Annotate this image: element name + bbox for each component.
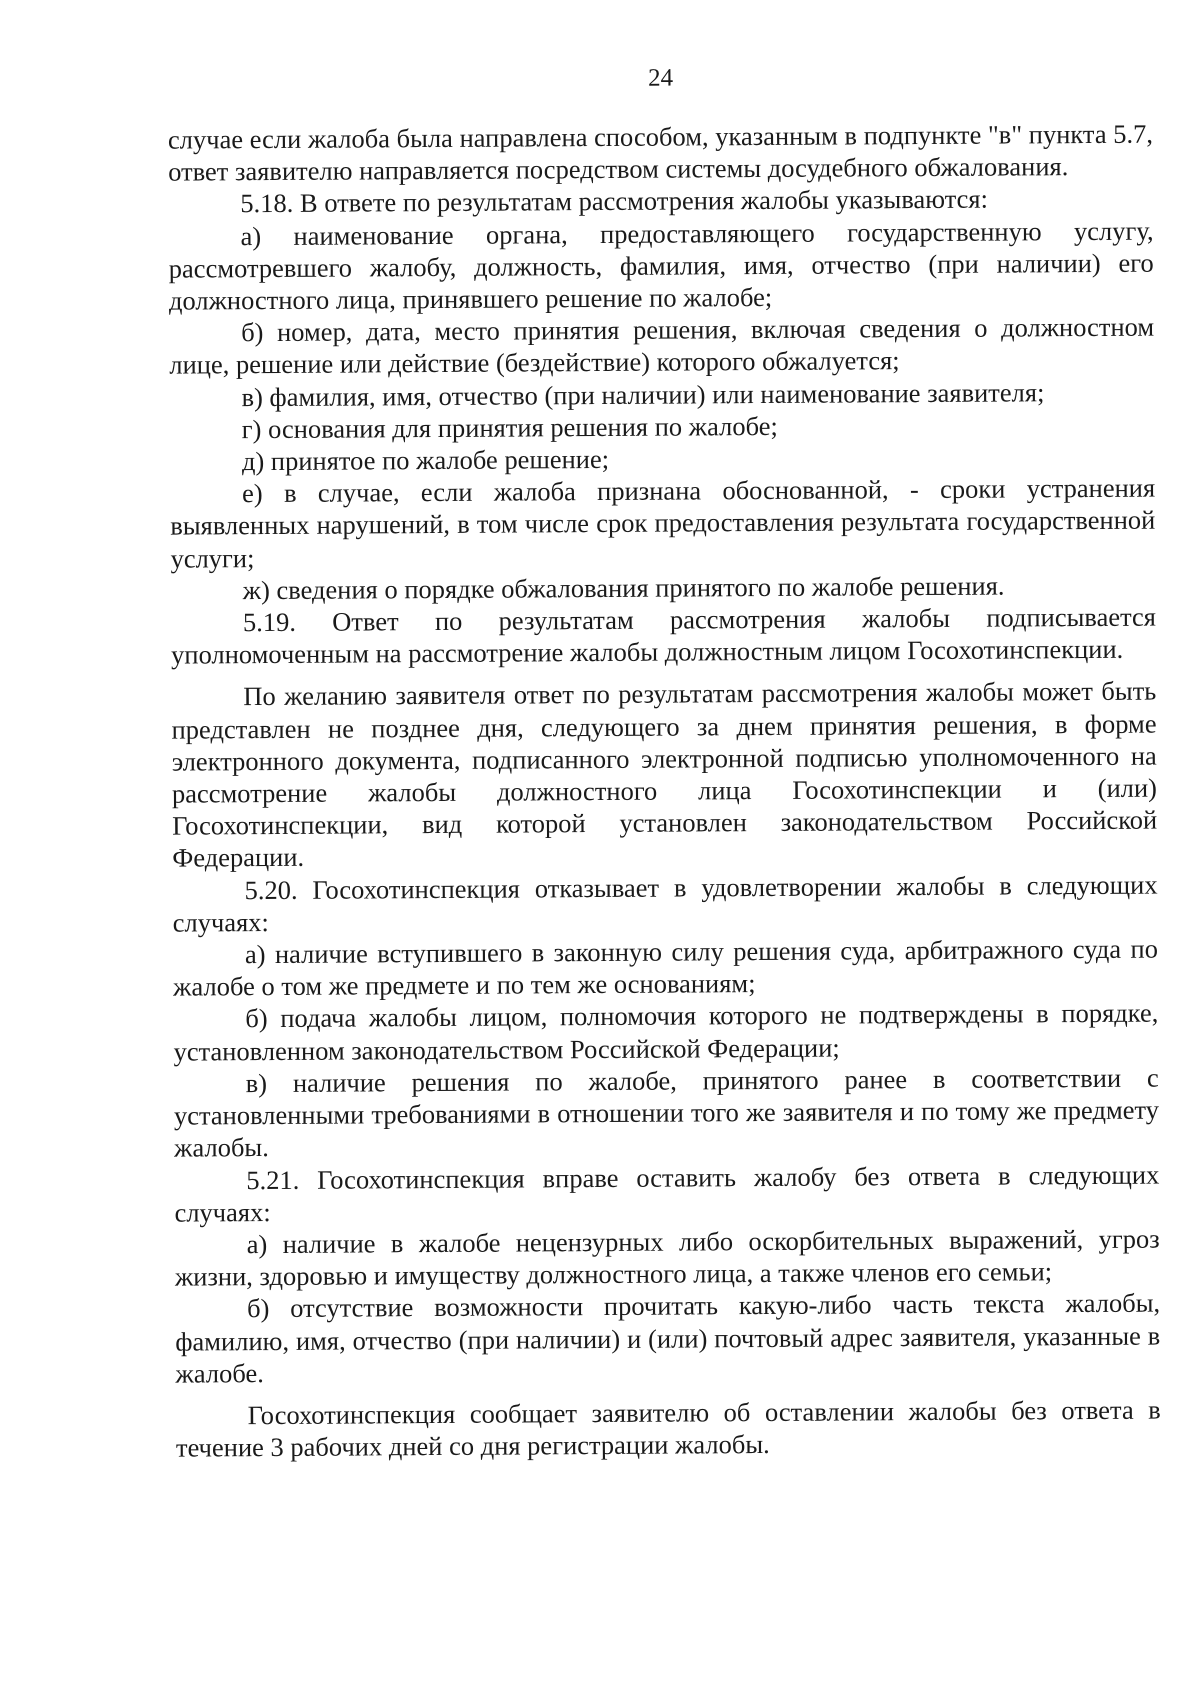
paragraph-continuation: случае если жалоба была направлена способом, указанным в подпункте "в" пункта 5.7, ответ заявителю направляется посредством системы досудебного обжалования. (167, 118, 1154, 187)
paragraph-5-21: 5.21. Госохотинспекция вправе оставить жалобу без ответа в следующих случаях: (174, 1159, 1160, 1228)
paragraph-5-20: 5.20. Госохотинспекция отказывает в удовлетворении жалобы в следующих случаях: (172, 869, 1158, 938)
refusal-item-a: а) наличие вступившего в законную силу решения суда, арбитражного суда по жалобе о том же предмете и по тем же основаниям; (173, 933, 1159, 1002)
list-item-a: а) наименование органа, предоставляющего государственную услугу, рассмотревшего жалобу, должность, фамилия, имя, отчество (при наличии) его должностного лица, принявшего решение по жалобе; (168, 215, 1154, 316)
list-item-g: г) основания для принятия решения по жалобе; (241, 410, 778, 445)
paragraph-5-19: 5.19. Ответ по результатам рассмотрения жалобы подписывается уполномоченным на рассмотрение жалобы должностным лицом Госохотинспекции. (171, 601, 1156, 670)
list-item-b: б) номер, дата, место принятия решения, включая сведения о должностном лице, решение или действие (бездействие) которого обжалуется; (169, 311, 1155, 381)
paragraph-electronic-answer: По желанию заявителя ответ по результатам рассмотрения жалобы может быть представлен не позднее дня, следующего за днем принятия решения, в форме электронного документа, подписанного электронной подписью уполномоченного на рассмотрение жалобы должностного лица Госохотинспекции и (или) Госохотинспекции, вид которой установлен законодательством Российской Федерации. (171, 676, 1158, 874)
page-number: 24 (648, 64, 674, 92)
list-item-e: е) в случае, если жалоба признана обоснованной, - сроки устранения выявленных нарушений, в том числе срок предоставления результата государственной услуги; (170, 472, 1156, 574)
list-item-zh: ж) сведения о порядке обжалования принятого по жалобе решения. (242, 570, 1005, 606)
refusal-item-v: в) наличие решения по жалобе, принятого ранее в соответствии с установленными требованиями в отношении того же заявителя и по тому же предмету жалобы. (173, 1062, 1159, 1163)
paragraph-5-18: 5.18. В ответе по результатам рассмотрения жалобы указываются: (240, 184, 989, 219)
no-answer-item-a: а) наличие в жалобе нецензурных либо оскорбительных выражений, угроз жизни, здоровью и имуществу должностного лица, а также членов его семьи; (174, 1223, 1160, 1292)
list-item-v: в) фамилия, имя, отчество (при наличии) или наименование заявителя; (241, 376, 1045, 412)
refusal-item-b: б) подача жалобы лицом, полномочия которого не подтверждены в порядке, установленном законодательством Российской Федерации; (173, 998, 1159, 1067)
no-answer-item-b: б) отсутствие возможности прочитать какую-либо часть текста жалобы, фамилию, имя, отчество (при наличии) и (или) почтовый адрес заявителя, указанные в жалобе. (175, 1287, 1161, 1389)
document-body (168, 118, 1161, 1464)
paragraph-notification: Госохотинспекция сообщает заявителю об оставлении жалобы без ответа в течение 3 рабочих дней со дня регистрации жалобы. (175, 1394, 1161, 1463)
list-item-d: д) принятое по жалобе решение; (241, 443, 610, 477)
